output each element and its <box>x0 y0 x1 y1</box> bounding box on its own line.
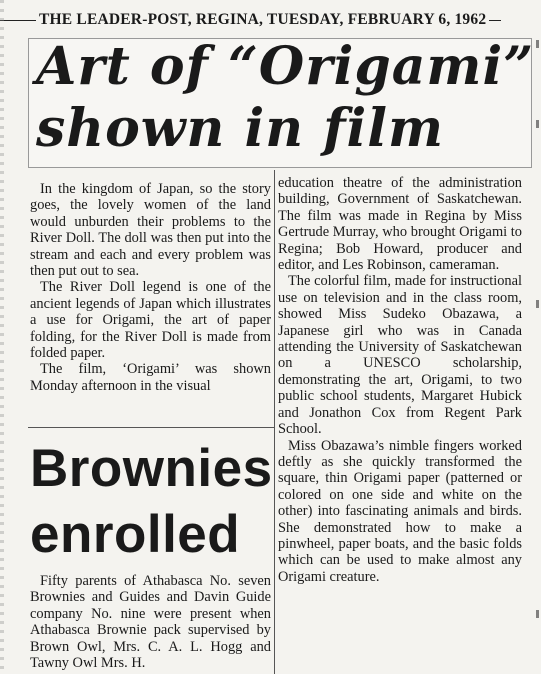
left-edge-scratch <box>0 0 4 674</box>
brownies-headline <box>30 436 274 568</box>
paragraph: In the kingdom of Japan, so the story goes, the lovely women of the land would unburden their problems to the River Doll. The doll was then put into the stream and each and every problem was then put out to sea. <box>30 181 271 280</box>
edge-mark <box>536 610 539 618</box>
paragraph: Fifty parents of Athabasca No. seven Brownies and Guides and Davin Guide company No. nine were present when Athabasca Brownie pack supervised by Brown Owl, Mrs. C. A. L. Hogg and Tawny Owl Mrs. H. <box>30 573 271 672</box>
column-divider <box>274 170 275 674</box>
masthead <box>0 10 541 30</box>
edge-mark <box>536 120 539 128</box>
paragraph: education theatre of the administration building, Government of Saskatchewan. The film was made in Regina by Miss Gertrude Murray, who brought Origami to Regina; Bob Howard, producer and editor, and Les Robinson, cameraman. <box>278 175 522 274</box>
headline-line-2: shown in film <box>36 98 445 159</box>
brownies-headline-line-1: Brownies <box>30 439 273 498</box>
masthead-rule-left <box>0 20 36 21</box>
article-headline <box>36 36 536 160</box>
edge-mark <box>536 40 539 48</box>
paragraph: Miss Obazawa’s nimble fingers worked deftly as she quickly transformed the square, thin Origami paper (patterned or colored on one side and white on the other) into fascinating animals and birds. She demonstrated how to make a pinwheel, paper boats, and the basic folds which can be used to make almost any Origami creature. <box>278 437 522 585</box>
paragraph: The film, ‘Origami’ was shown Monday afternoon in the visual <box>30 361 271 394</box>
brownies-headline-line-2: enrolled <box>30 505 241 564</box>
section-divider <box>28 427 274 428</box>
paragraph: The colorful film, made for instructional use on television and in the class room, showed Miss Sudeko Obazawa, a Japanese girl who was in Canada attending the University of Saskatchewan on a UNESCO scholarship, demonstrating the art, Origami, to two public school students, Margaret Hubick and Jonathon Cox from Regent Park School. <box>278 273 522 438</box>
edge-mark <box>536 300 539 308</box>
article-right-column <box>278 175 522 585</box>
brownies-article <box>30 573 271 671</box>
paragraph: The River Doll legend is one of the ancient legends of Japan which illustrates a use for Origami, the art of paper folding, for the River Doll is made from folded paper. <box>30 279 271 362</box>
masthead-text: THE LEADER-POST, REGINA, TUESDAY, FEBRUARY 6, 1962 <box>39 11 487 28</box>
headline-line-1: Art of “Origami” <box>36 36 535 97</box>
article-left-column <box>30 181 271 394</box>
masthead-rule-right <box>489 20 501 21</box>
